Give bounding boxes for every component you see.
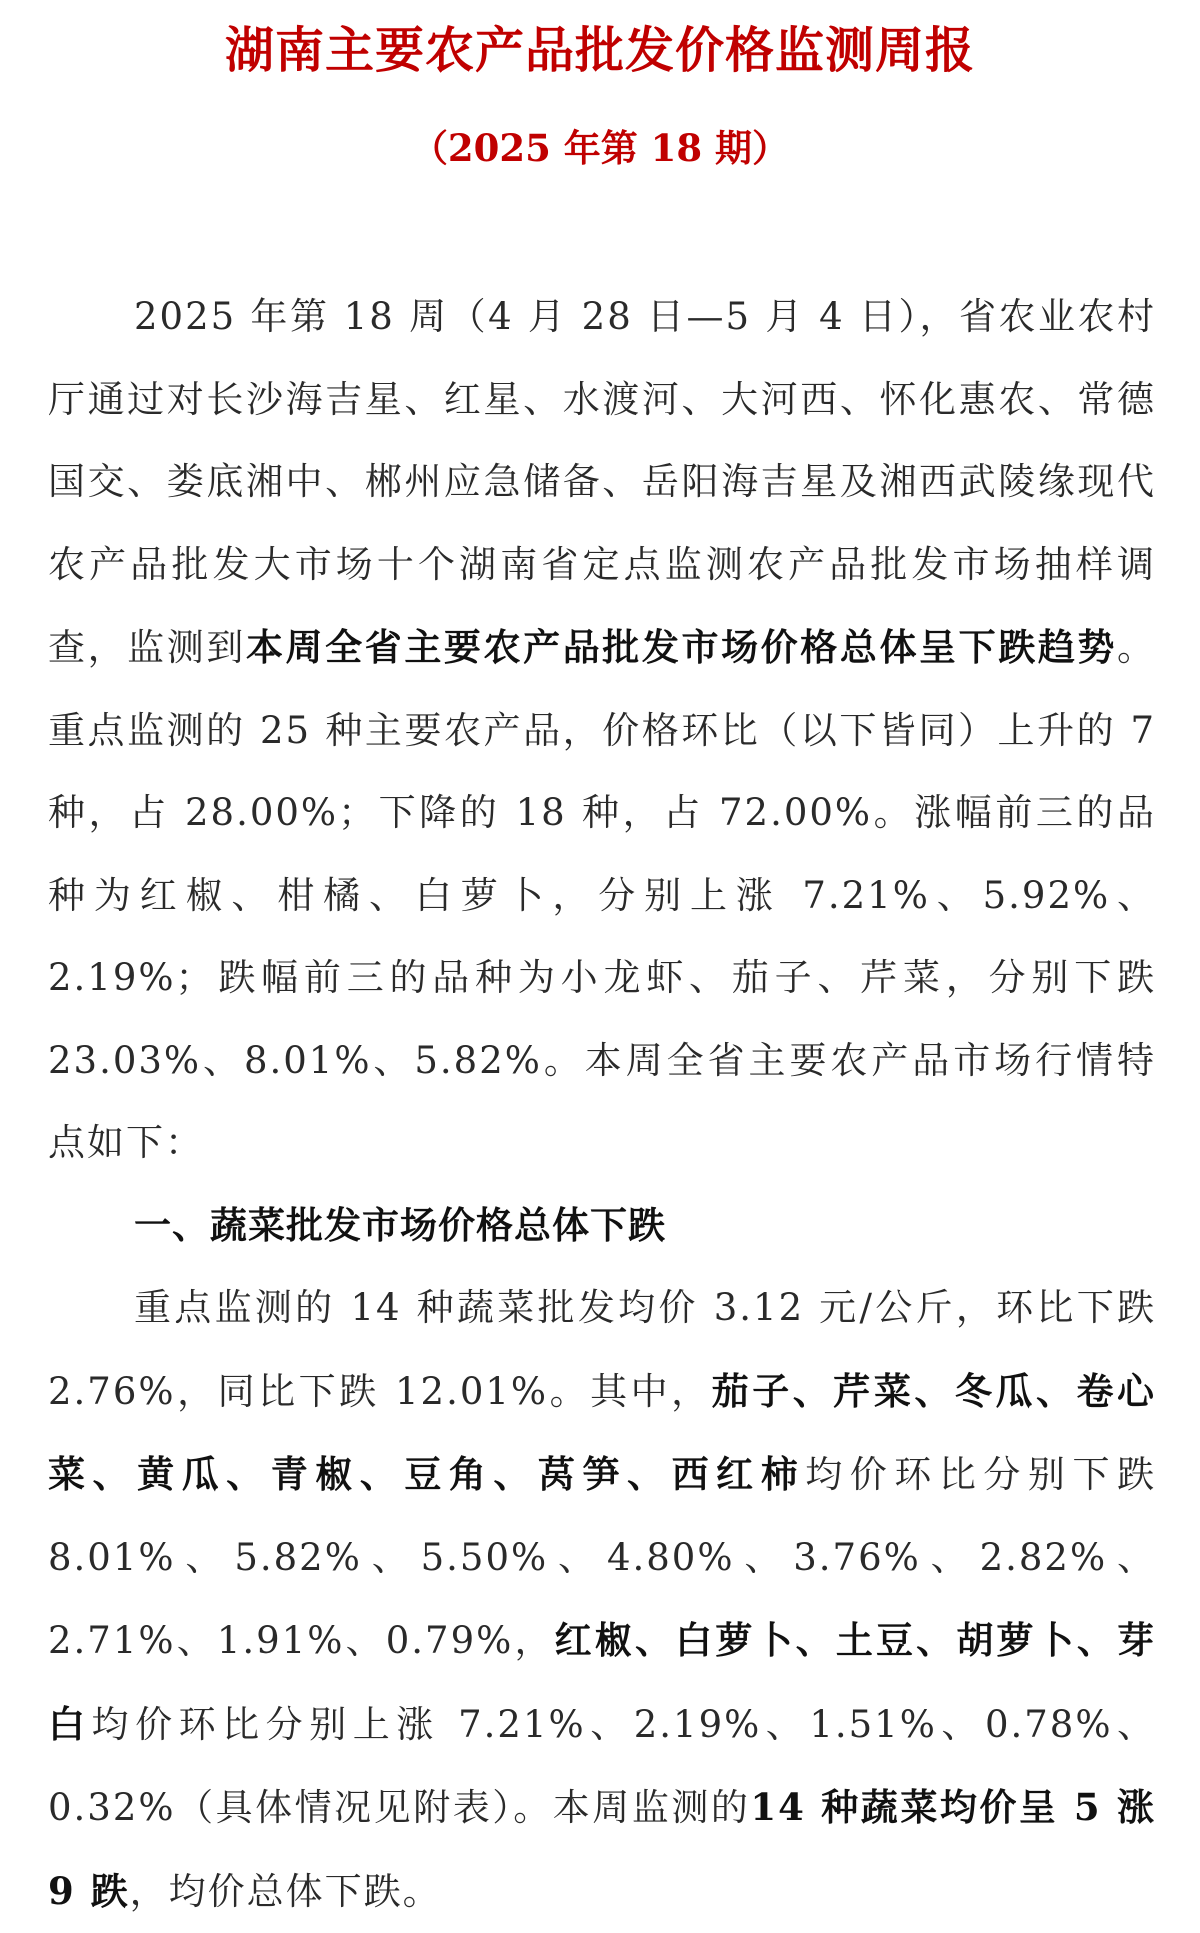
veg-text-3: 均价环比分别上涨 7.21%、2.19%、1.51%、0.78%、0.32%（具体情况见附表）。本周监测的 <box>48 1702 1157 1829</box>
veg-falling-items: 茄子、芹菜、冬瓜、卷心菜、黄瓜、青椒、豆角、莴笋、西红柿 <box>48 1368 1156 1496</box>
section-heading-vegetables: 一、蔬菜批发市场价格总体下跌 <box>134 1203 666 1247</box>
intro-text-1: 2025 年第 18 周（4 月 28 日—5 月 4 日），省农业农村厅通过对长沙海吉星、红星、水渡河、大河西、怀化惠农、常德国交、娄底湘中、郴州应急储备、岳阳海吉星及湘西武陵缘现代农产品批发大市场十个湖南省定点监测农产品批发市场抽样调查，监测到 <box>48 295 1156 669</box>
vegetables-paragraph <box>48 1267 1156 1933</box>
veg-text-2: 均价环比分别下跌 8.01%、5.82%、5.50%、4.80%、3.76%、2.82%、2.71%、1.91%、0.79%， <box>48 1453 1157 1662</box>
report-title: 湖南主要农产品批发价格监测周报 <box>224 21 975 79</box>
veg-rising-items: 红椒、白萝卜、土豆、胡萝卜、芽白 <box>48 1618 1157 1746</box>
veg-summary-highlight: 14 种蔬菜均价呈 5 涨 9 跌 <box>48 1785 1156 1913</box>
intro-paragraph <box>48 276 1156 1185</box>
veg-text-1: 重点监测的 14 种蔬菜批发均价 3.12 元/公斤，环比下跌 2.76%，同比下跌 12.01%。其中， <box>48 1286 1156 1413</box>
issue-number: （2025 年第 18 期） <box>410 126 790 170</box>
report-body <box>48 276 1156 1933</box>
veg-text-4: ，均价总体下跌。 <box>129 1869 442 1913</box>
intro-highlight: 本周全省主要农产品批发市场价格总体呈下跌趋势 <box>245 625 1118 669</box>
intro-text-2: 。重点监测的 25 种主要农产品，价格环比（以下皆同）上升的 7 种，占 28.00%；下降的 18 种，占 72.00%。涨幅前三的品种为红椒、柑橘、白萝卜，分别上涨 7.21%、5.92%、2.19%；跌幅前三的品种为小龙虾、茄子、芹菜，分别下跌 23.03%、8.01%、5.82%。本周全省主要农产品市场行情特点如下： <box>48 626 1157 1164</box>
